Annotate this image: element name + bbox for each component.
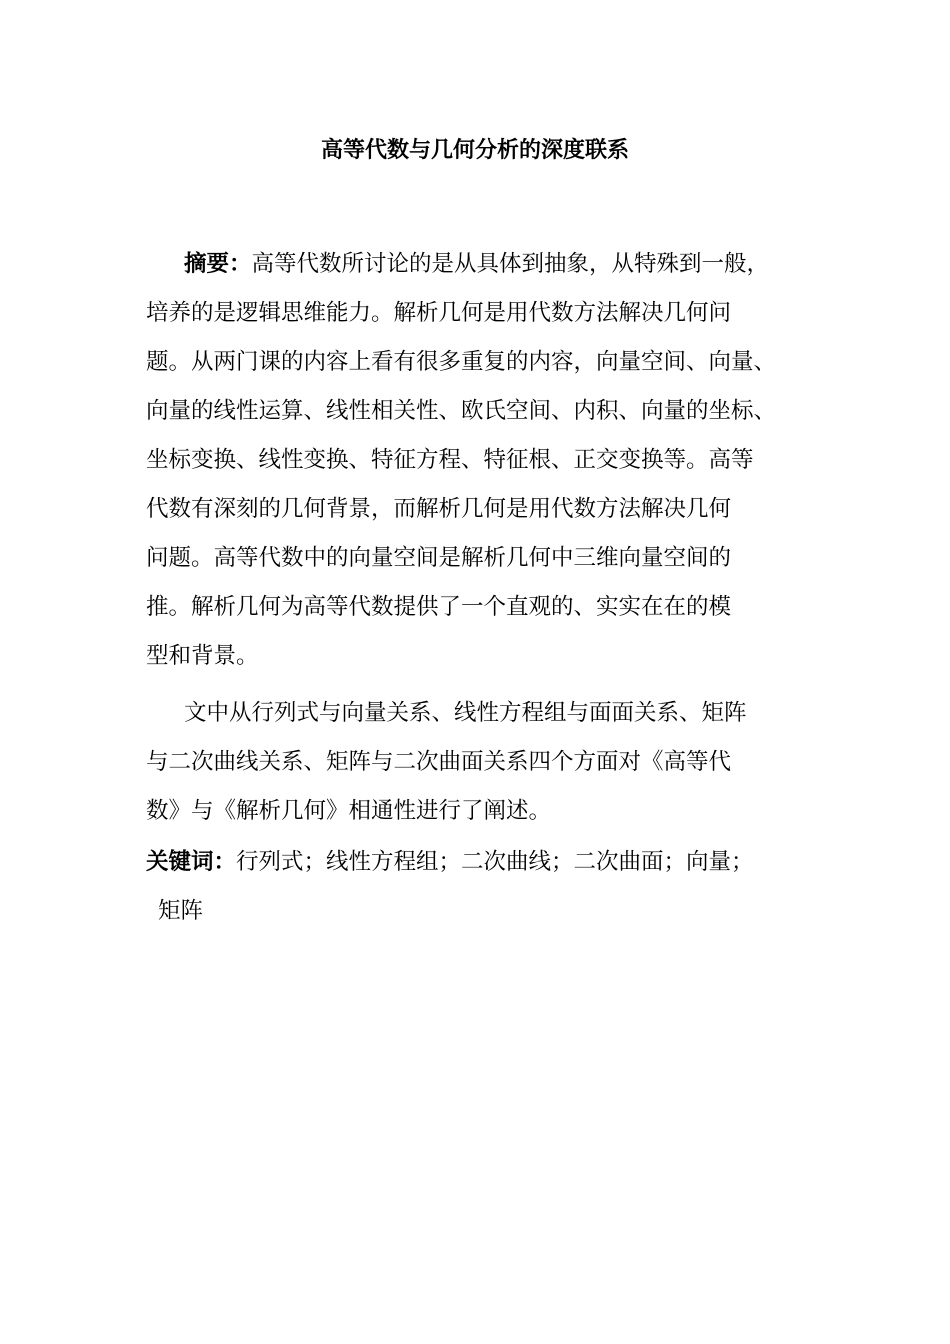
keywords-line [146,887,826,936]
keywords-text: 行列式；线性方程组；二次曲线；二次曲面；向量； [236,849,754,875]
keywords-text: 矩阵 [158,898,204,924]
keywords-section [146,838,826,936]
abstract-label: 摘要： [184,251,252,277]
abstract-line: 培养的是逻辑思维能力。解析几何是用代数方法解决几何问 [146,300,732,326]
abstract-line: 推。解析几何为高等代数提供了一个直观的、实实在在的模 [146,594,732,620]
keywords-line [146,838,826,887]
abstract-line: 型和背景。 [146,643,259,669]
abstract-line: 题。从两门课的内容上看有很多重复的内容，向量空间、向量、 [146,349,777,375]
abstract-line [146,240,826,289]
abstract-text: 高等代数所讨论的是从具体到抽象，从特殊到一般， [251,251,770,277]
paragraph-line: 数》与《解析几何》相通性进行了阐述。 [146,798,552,824]
paragraph-line: 文中从行列式与向量关系、线性方程组与面面关系、矩阵 [184,700,747,726]
document-title: 高等代数与几何分析的深度联系 [320,137,629,163]
keywords-label: 关键词： [146,849,237,875]
abstract-section [146,240,826,681]
abstract-line: 问题。高等代数中的向量空间是解析几何中三维向量空间的 [146,545,732,571]
abstract-line: 坐标变换、线性变换、特征方程、特征根、正交变换等。高等 [146,447,754,473]
abstract-line: 向量的线性运算、线性相关性、欧氏空间、内积、向量的坐标、 [146,398,777,424]
abstract-line: 代数有深刻的几何背景，而解析几何是用代数方法解决几何 [146,496,732,522]
summary-paragraph [146,689,826,836]
paragraph-line: 与二次曲线关系、矩阵与二次曲面关系四个方面对《高等代 [146,749,732,775]
